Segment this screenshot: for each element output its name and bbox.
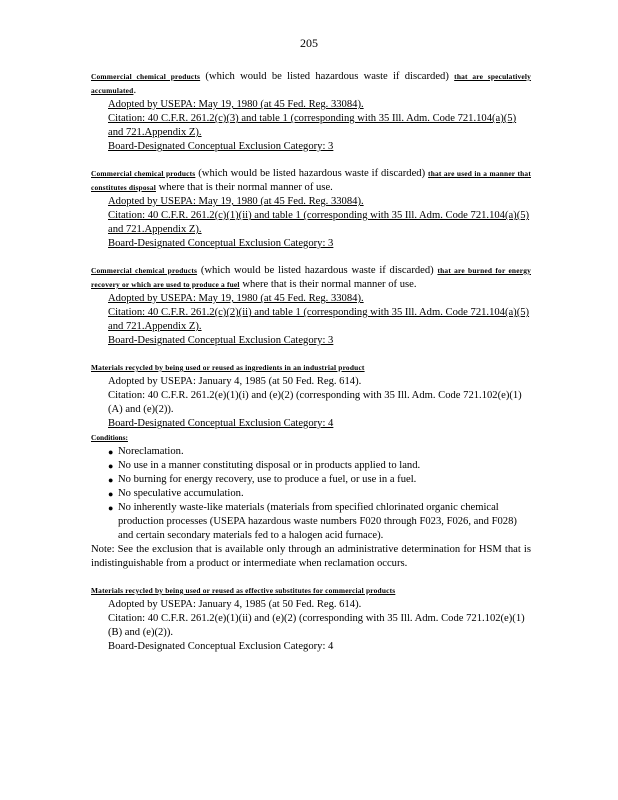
list-item: ● Noreclamation. bbox=[108, 446, 184, 457]
adopted-line: Adopted by USEPA: May 19, 1980 (at 45 Fed. Reg. 33084). bbox=[108, 196, 364, 207]
adopted-line: Adopted by USEPA: January 4, 1985 (at 50 Fed. Reg. 614). bbox=[108, 376, 362, 387]
bullet-icon: ● bbox=[108, 475, 114, 485]
entry-materials-ingredients bbox=[91, 361, 531, 571]
citation-line: Citation: 40 C.F.R. 261.2(c)(3) and table 1 (corresponding with 35 Ill. Adm. Code 721.104(a)(5) and 721.Appendix Z). bbox=[108, 113, 517, 138]
bullet-icon: ● bbox=[108, 489, 114, 499]
entry-speculatively-accumulated bbox=[91, 70, 531, 154]
bullet-icon: ● bbox=[108, 447, 114, 457]
citation-line: Citation: 40 C.F.R. 261.2(e)(1)(i) and (e)(2) (corresponding with 35 Ill. Adm. Code 721.102(e)(1)(A) and (e)(2)). bbox=[108, 390, 522, 415]
category-line: Board-Designated Conceptual Exclusion Category: 3 bbox=[108, 238, 334, 249]
adopted-line: Adopted by USEPA: May 19, 1980 (at 45 Fed. Reg. 33084). bbox=[108, 293, 364, 304]
note: Note: See the exclusion that is available only through an administrative determination for HSM that is indistinguishable from a product or intermediate when reclamation occurs. bbox=[91, 544, 531, 569]
adopted-line: Adopted by USEPA: May 19, 1980 (at 45 Fed. Reg. 33084). bbox=[108, 99, 364, 110]
list-item: ● No use in a manner constituting disposal or in products applied to land. bbox=[108, 460, 421, 471]
entry-burned-for-energy bbox=[91, 264, 531, 348]
entry-materials-substitutes bbox=[91, 584, 531, 654]
entry-heading: Commercial chemical products (which would be listed hazardous waste if discarded) that are speculatively accumulated. bbox=[91, 71, 532, 96]
list-item: ● No burning for energy recovery, use to produce a fuel, or use in a fuel. bbox=[108, 474, 417, 485]
list-item: ● No inherently waste-like materials (materials from specified chlorinated organic chemical production processes (USEPA hazardous waste numbers F020 through F023, F026, and F028) and certain secondary materials fed to a halogen acid furnace). bbox=[108, 502, 517, 541]
entry-heading: Commercial chemical products (which would be listed hazardous waste if discarded) that are burned for energy recovery or which are used to produce a fuel where that is their normal manner of use. bbox=[91, 265, 531, 290]
entry-heading: Materials recycled by being used or reused as effective substitutes for commercial products bbox=[91, 586, 396, 595]
bullet-icon: ● bbox=[108, 461, 114, 471]
document-body bbox=[91, 70, 531, 667]
conditions-title: Conditions: bbox=[91, 433, 128, 442]
citation-line: Citation: 40 C.F.R. 261.2(c)(2)(ii) and table 1 (corresponding with 35 Ill. Adm. Code 721.104(a)(5) and 721.Appendix Z). bbox=[108, 307, 530, 332]
category-line: Board-Designated Conceptual Exclusion Category: 3 bbox=[108, 335, 334, 346]
citation-line: Citation: 40 C.F.R. 261.2(c)(1)(ii) and table 1 (corresponding with 35 Ill. Adm. Code 721.104(a)(5) and 721.Appendix Z). bbox=[108, 210, 530, 235]
conditions-list bbox=[91, 445, 531, 543]
category-line: Board-Designated Conceptual Exclusion Category: 4 bbox=[108, 418, 334, 429]
page-number: 205 bbox=[300, 36, 318, 50]
adopted-line: Adopted by USEPA: January 4, 1985 (at 50 Fed. Reg. 614). bbox=[108, 599, 362, 610]
category-line: Board-Designated Conceptual Exclusion Category: 4 bbox=[108, 641, 334, 652]
entry-used-as-disposal bbox=[91, 167, 531, 251]
citation-line: Citation: 40 C.F.R. 261.2(e)(1)(ii) and (e)(2) (corresponding with 35 Ill. Adm. Code 721.102(e)(1)(B) and (e)(2)). bbox=[108, 613, 525, 638]
category-line: Board-Designated Conceptual Exclusion Category: 3 bbox=[108, 141, 334, 152]
list-item: ● No speculative accumulation. bbox=[108, 488, 244, 499]
entry-heading: Commercial chemical products (which would be listed hazardous waste if discarded) that are used in a manner that constitutes disposal where that is their normal manner of use. bbox=[91, 168, 531, 193]
entry-heading: Materials recycled by being used or reused as ingredients in an industrial product bbox=[91, 363, 365, 372]
bullet-icon: ● bbox=[108, 503, 114, 513]
